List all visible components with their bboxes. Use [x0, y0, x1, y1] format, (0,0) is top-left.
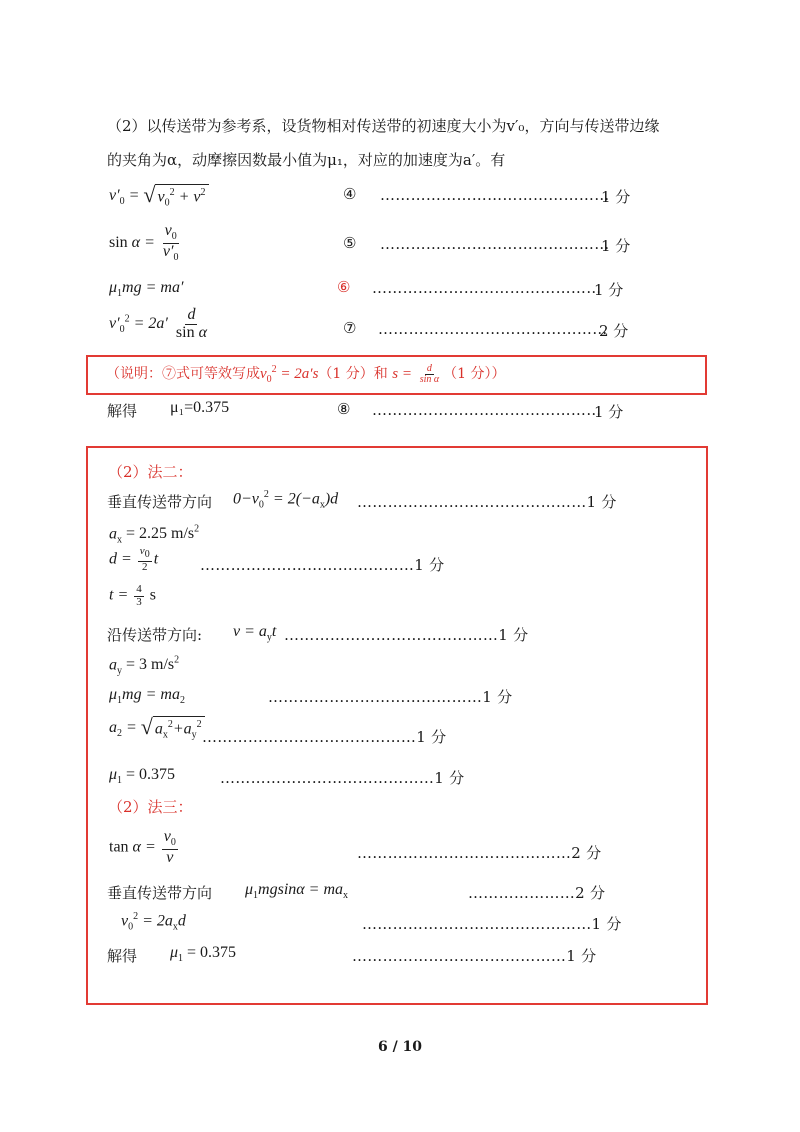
method2-along-label: 沿传送带方向: [107, 626, 203, 644]
step-dots-4: ……………………………………… [380, 186, 610, 204]
method3-eq-force: $\mu_1mgsin\alpha = ma_x$ [245, 881, 349, 902]
method2-dots-1: ………………………………………1 分 [357, 493, 617, 511]
result-value: μ₁=0.375 [170, 399, 230, 416]
note-suffix: （1 分）） [443, 366, 506, 382]
note-prefix: （说明：⑦式可等效写成 [106, 366, 260, 382]
result-label: 解得 [107, 402, 138, 420]
method2-result-value: = 0.375 [126, 766, 176, 783]
note-text: （说明：⑦式可等效写成$v_0^2 = 2a's(1$ 分）和 s = $\frac{d}{\text{sin α}}$ （1 分）） [106, 362, 506, 386]
step-number-7: ⑦ [343, 319, 357, 337]
method2-eq-result: $\mu_1 = 0.375$ [109, 766, 176, 787]
step-number-8: ⑧ [337, 400, 351, 418]
step-score-7: 2 分 [599, 322, 629, 340]
method2-title: （2）法二： [108, 463, 193, 481]
method3-eq-tan: tan α = $\frac{v_0}{v}$ [109, 828, 176, 866]
method3-dots-1: ……………………………………2 分 [357, 844, 602, 862]
equation-5: sin α = $\frac{v_0}{v'_0}$ [109, 222, 179, 263]
step-score-4: 1 分 [601, 188, 631, 206]
method3-dots-3: ………………………………………1 分 [362, 915, 622, 933]
step-number-6: ⑥ [337, 278, 351, 296]
step-score-6: 1 分 [594, 281, 624, 299]
method2-eq-mu: $\mu_1mg = ma_2$ [109, 686, 185, 707]
page-number: 6 / 10 [377, 1039, 423, 1055]
method2-eq-ax: $a_x = 2.25$ $m/s^2$ [109, 524, 200, 546]
method3-perp-label: 垂直传送带方向 [107, 884, 213, 902]
step-dots-7: ……………………………………… [378, 320, 608, 338]
method2-dots-2: ……………………………………1 分 [200, 556, 445, 574]
step-dots-6: ……………………………………… [372, 279, 602, 297]
method2-dots-3: ……………………………………1 分 [284, 626, 529, 644]
step-dots-8: ……………………………………… [372, 401, 602, 419]
method2-eq-ay: $a_y = 3$ $m/s^2$ [109, 655, 180, 677]
method2-eq-d: d = $\frac{v_0}{2}$ t [109, 545, 159, 573]
step-number-4: ④ [343, 185, 357, 203]
method2-eq-a2: $a_2$ = √ $a_x^2+a_y^2$ [109, 716, 205, 741]
step-score-5: 1 分 [601, 237, 631, 255]
method2-perp-label: 垂直传送带方向 [107, 493, 213, 511]
method3-dots-2: …………………2 分 [468, 884, 606, 902]
step-score-8: 1 分 [594, 403, 624, 421]
method3-dots-4: ……………………………………1 分 [352, 947, 597, 965]
method2-eq-perp: $0-v_0^2 = 2(-a_x)d$ [233, 489, 339, 511]
step-dots-5: ……………………………………… [380, 235, 610, 253]
method3-result-label: 解得 [107, 947, 138, 965]
step-number-5: ⑤ [343, 234, 357, 252]
method3-title: （2）法三： [108, 798, 193, 816]
method2-eq-v: $v = a_yt$ [233, 623, 277, 644]
method2-dots-4: ……………………………………1 分 [268, 688, 513, 706]
intro-line-2: 的夹角为α，动摩擦因数最小值为μ₁，对应的加速度为a′。有 [107, 151, 506, 169]
method3-result-value: = 0.375 [187, 944, 237, 961]
method3-eq-kinematic: $v_0^2 = 2a_xd$ [121, 911, 186, 933]
method3-eq-result: $\mu_1 = 0.375$ [170, 944, 237, 965]
equation-6: $\mu_1mg = ma'$ [109, 279, 184, 300]
note-middle: （1 分）和 [318, 366, 388, 382]
method2-dots-5: ……………………………………1 分 [202, 728, 447, 746]
equation-4: $v'_0$ = √ $v_0^2 + v^2$ [109, 184, 209, 209]
intro-line-1: （2）以传送带为参考系，设货物相对传送带的初速度大小为v′₀，方向与传送带边缘 [107, 117, 660, 135]
method2-dots-6: ……………………………………1 分 [220, 769, 465, 787]
method2-eq-t: t = $\frac{4}{3}$ s [109, 583, 156, 608]
equation-7: $v'_0^2 = 2a'$ $\frac{d}{\text{sin α}}$ [109, 306, 207, 341]
